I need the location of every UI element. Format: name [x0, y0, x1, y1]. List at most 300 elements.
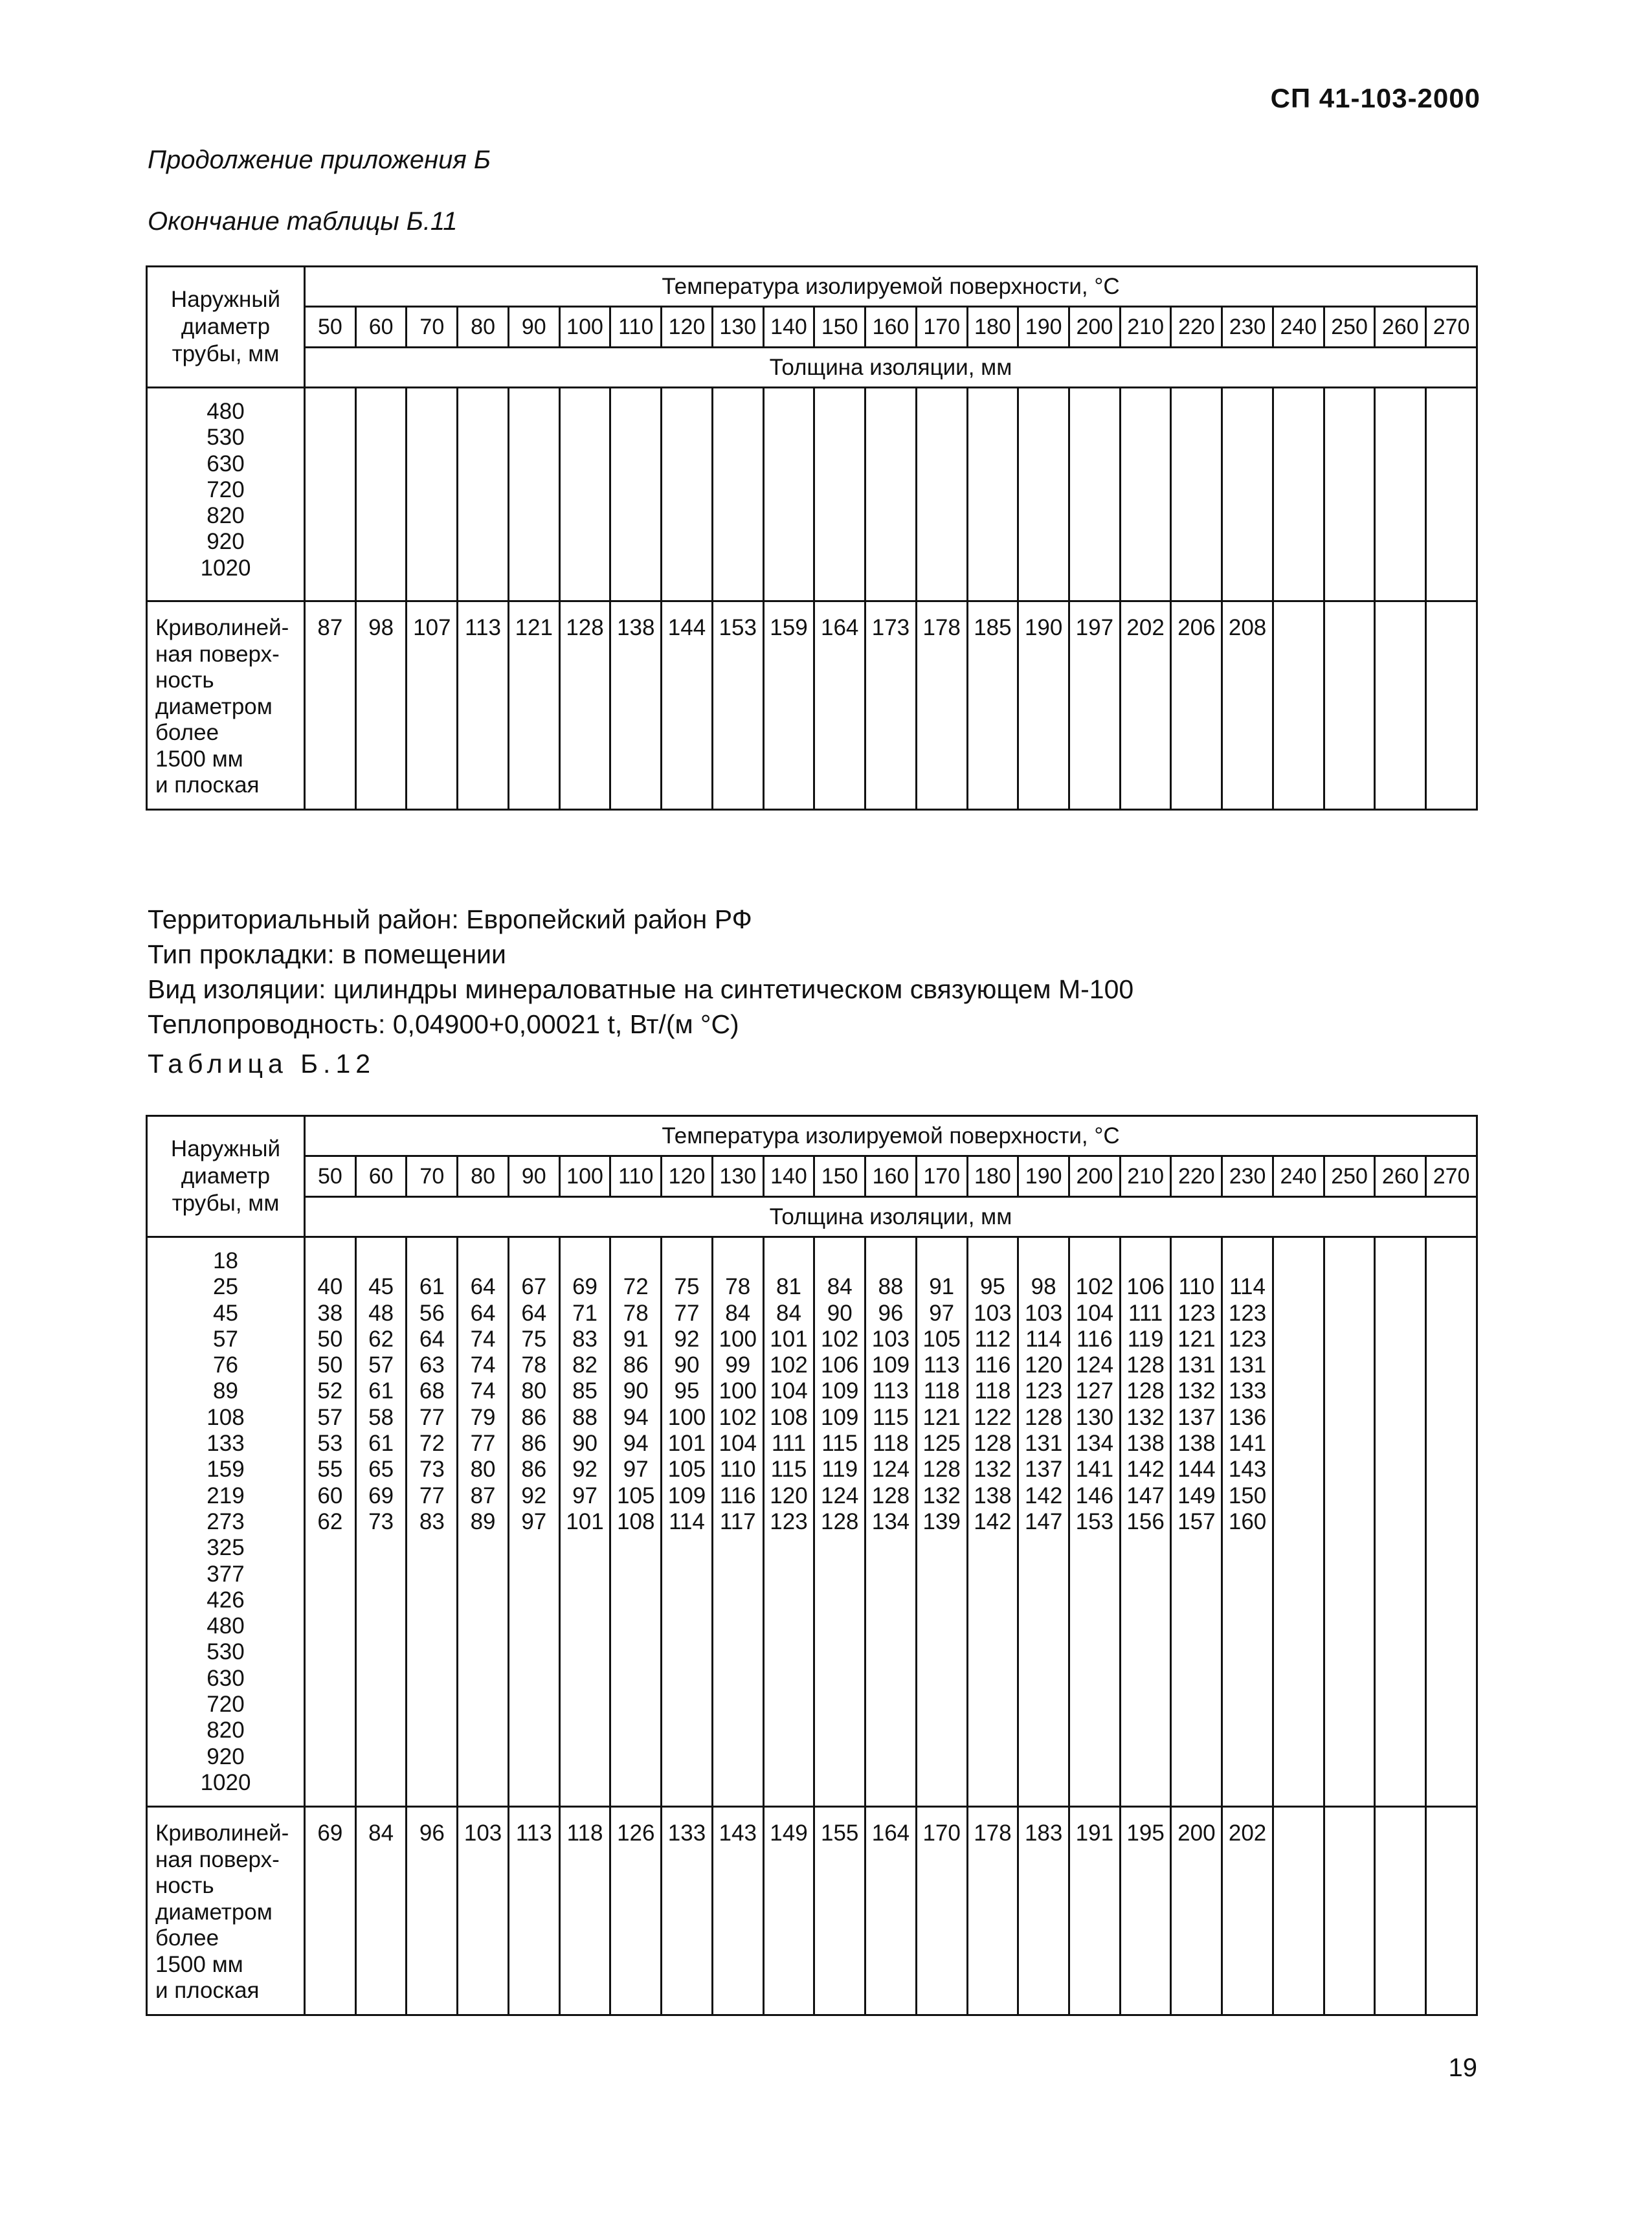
diameter-value: 25: [213, 1274, 238, 1300]
curved-thickness-value: [1324, 1807, 1375, 2015]
thickness-value: 77: [419, 1483, 445, 1508]
thickness-value: 128: [1024, 1404, 1063, 1430]
thickness-value: 99: [725, 1352, 751, 1378]
temperature-cell: 180: [967, 307, 1018, 348]
diameter-value: 820: [206, 503, 245, 529]
thickness-value: 116: [1076, 1326, 1113, 1352]
thickness-value: 61: [419, 1274, 445, 1300]
curved-label-line: более: [155, 1925, 219, 1951]
thickness-value: 116: [974, 1352, 1011, 1378]
thickness-value: 83: [419, 1508, 445, 1534]
thickness-value: 103: [1024, 1300, 1063, 1326]
diameter-value: 159: [206, 1457, 245, 1483]
curved-thickness-value: 143: [712, 1807, 763, 2015]
thickness-column: [1222, 388, 1273, 601]
diameter-value: 108: [206, 1404, 245, 1430]
thickness-value: 98: [1031, 1274, 1056, 1300]
thickness-value: [765, 1248, 814, 1274]
row-header-diameter: [147, 1116, 305, 1237]
temperature-cell: 80: [458, 307, 509, 348]
thickness-value: 123: [1228, 1326, 1267, 1352]
thickness-value: 97: [623, 1457, 649, 1483]
curved-thickness-value: 113: [458, 601, 509, 810]
thickness-value: 131: [1228, 1352, 1267, 1378]
curved-thickness-value: 113: [508, 1807, 559, 2015]
curved-thickness-value: [1426, 1807, 1477, 2015]
conductivity-line: Теплопроводность: 0,04900+0,00021 t, Вт/(м °С): [148, 1009, 739, 1039]
thickness-column: [712, 1237, 763, 1807]
thickness-value: 116: [719, 1483, 756, 1508]
thickness-value: 110: [719, 1457, 756, 1483]
thickness-column: [1120, 1237, 1171, 1807]
thickness-value: 103: [871, 1326, 910, 1352]
temperature-cell: 200: [1069, 1156, 1121, 1197]
thickness-value: 109: [821, 1378, 859, 1404]
thickness-value: 115: [873, 1404, 909, 1430]
laying-type-line: Тип прокладки: в помещении: [148, 939, 506, 969]
thickness-value: 74: [470, 1378, 496, 1404]
thickness-value: 134: [871, 1508, 910, 1534]
temperature-cell: 230: [1222, 1156, 1273, 1197]
temperature-cell: 140: [763, 1156, 814, 1197]
thickness-value: 146: [1075, 1483, 1114, 1508]
diameter-value: 720: [206, 476, 245, 502]
thickness-column: [1375, 1237, 1426, 1807]
curved-thickness-value: 84: [355, 1807, 407, 2015]
thickness-value: 147: [1024, 1508, 1063, 1534]
thickness-value: 115: [770, 1457, 807, 1483]
insulation-type-line: Вид изоляции: цилиндры минераловатные на синтетическом связующем М-100: [148, 974, 1134, 1004]
thickness-value: 50: [317, 1352, 343, 1378]
curved-thickness-value: 208: [1222, 601, 1273, 810]
curved-thickness-value: [1324, 601, 1375, 810]
curved-label-line: Криволиней-: [155, 615, 289, 640]
thickness-value: 80: [521, 1378, 547, 1404]
thickness-value: 96: [878, 1300, 904, 1326]
thickness-column: [814, 1237, 865, 1807]
thickness-value: 84: [725, 1300, 751, 1326]
thickness-value: 117: [719, 1508, 756, 1534]
appendix-continuation-label: Продолжение приложения Б: [148, 146, 491, 174]
thickness-value: 121: [1178, 1326, 1216, 1352]
thickness-value: 111: [1128, 1300, 1163, 1326]
thickness-value: 58: [368, 1404, 394, 1430]
thickness-value: 112: [974, 1326, 1011, 1352]
curved-thickness-value: 183: [1018, 1807, 1069, 2015]
thickness-value: 123: [1178, 1300, 1216, 1326]
thickness-column: [458, 1237, 509, 1807]
thickness-value: 128: [922, 1457, 961, 1483]
curved-surface-row: [147, 601, 1477, 810]
thickness-value: 139: [922, 1508, 961, 1534]
curved-thickness-value: 128: [559, 601, 610, 810]
curved-thickness-value: 103: [458, 1807, 509, 2015]
curved-thickness-value: 153: [712, 601, 763, 810]
thickness-column: [458, 388, 509, 601]
thickness-value: 77: [674, 1300, 700, 1326]
thickness-value: 104: [719, 1431, 757, 1457]
thickness-value: 104: [770, 1378, 808, 1404]
curved-thickness-value: 197: [1069, 601, 1121, 810]
thickness-value: 40: [317, 1274, 343, 1300]
curved-label-line: 1500 мм: [155, 746, 243, 772]
diameter-value: 480: [206, 1613, 245, 1639]
row-header-text: Наружный диаметр трубы, мм: [170, 287, 281, 366]
thickness-value: 106: [821, 1352, 859, 1378]
thickness-value: 63: [419, 1352, 445, 1378]
temperature-row: [147, 1156, 1477, 1197]
temperature-cell: 220: [1171, 1156, 1222, 1197]
thickness-value: 77: [470, 1431, 496, 1457]
thickness-value: 64: [521, 1300, 547, 1326]
temperature-cell: 60: [355, 307, 407, 348]
temperature-cell: 80: [458, 1156, 509, 1197]
thickness-value: 138: [1126, 1431, 1165, 1457]
curved-thickness-value: 202: [1120, 601, 1171, 810]
diameter-value: 920: [206, 1743, 245, 1769]
temperature-cell: 120: [662, 1156, 713, 1197]
thickness-value: 108: [770, 1404, 808, 1430]
thickness-value: [815, 1248, 864, 1274]
thickness-value: 55: [317, 1457, 343, 1483]
diameter-value: 480: [206, 399, 245, 424]
thickness-value: 142: [1126, 1457, 1165, 1483]
temperature-cell: 190: [1018, 1156, 1069, 1197]
thickness-column: [1069, 388, 1121, 601]
curved-thickness-value: 121: [508, 601, 559, 810]
thickness-value: 119: [821, 1457, 858, 1483]
page-number: 19: [1448, 2054, 1477, 2082]
thickness-value: 75: [674, 1274, 700, 1300]
table-b11-continuation-label: Окончание таблицы Б.11: [148, 207, 458, 236]
diameter-value: 1020: [200, 1769, 251, 1795]
thickness-value: 100: [719, 1378, 757, 1404]
thickness-column: [355, 1237, 407, 1807]
thickness-value: 102: [719, 1404, 757, 1430]
thickness-column: [508, 1237, 559, 1807]
thickness-value: 53: [317, 1431, 343, 1457]
thickness-value: [662, 1248, 711, 1274]
thickness-value: [1121, 1248, 1170, 1274]
thickness-value: 119: [1127, 1326, 1164, 1352]
curved-thickness-value: 144: [662, 601, 713, 810]
thickness-column: [967, 388, 1018, 601]
thickness-value: 160: [1228, 1508, 1267, 1534]
thickness-value: 124: [821, 1483, 859, 1508]
thickness-value: 111: [771, 1431, 807, 1457]
thickness-value: 113: [873, 1378, 909, 1404]
thickness-column: [865, 388, 917, 601]
thickness-value: 138: [1178, 1431, 1216, 1457]
thickness-value: 74: [470, 1352, 496, 1378]
thickness-value: 137: [1178, 1404, 1216, 1430]
curved-thickness-value: 200: [1171, 1807, 1222, 2015]
thickness-value: 123: [1024, 1378, 1063, 1404]
thickness-value: 69: [368, 1483, 394, 1508]
thickness-value: 109: [871, 1352, 910, 1378]
thickness-column: [1375, 388, 1426, 601]
thickness-value: 101: [667, 1431, 706, 1457]
thickness-value: 94: [623, 1404, 649, 1430]
thickness-column: [662, 388, 713, 601]
thickness-column: [407, 388, 458, 601]
curved-thickness-value: 170: [916, 1807, 967, 2015]
temperature-cell: 130: [712, 307, 763, 348]
thickness-value: 64: [470, 1300, 496, 1326]
thickness-value: 84: [776, 1300, 801, 1326]
thickness-value: 52: [317, 1378, 343, 1404]
thickness-column: [1324, 1237, 1375, 1807]
thickness-value: 114: [1229, 1274, 1266, 1300]
thickness-value: 133: [1228, 1378, 1267, 1404]
thickness-value: 130: [1075, 1404, 1114, 1430]
thickness-value: 91: [929, 1274, 955, 1300]
thickness-value: 105: [617, 1483, 655, 1508]
curved-thickness-value: 191: [1069, 1807, 1121, 2015]
temperature-cell: 240: [1273, 307, 1324, 348]
temperature-cell: 270: [1426, 307, 1477, 348]
temperature-cell: 270: [1426, 1156, 1477, 1197]
temperature-cell: 260: [1375, 1156, 1426, 1197]
temperature-cell: 170: [916, 307, 967, 348]
thickness-column: [1171, 1237, 1222, 1807]
diameter-value: 18: [213, 1248, 238, 1273]
thickness-column: [1018, 1237, 1069, 1807]
temperature-cell: 110: [610, 1156, 662, 1197]
thickness-value: 69: [572, 1274, 597, 1300]
thickness-value: 82: [572, 1352, 597, 1378]
table-b12: [146, 1115, 1478, 2016]
thickness-value: 85: [572, 1378, 597, 1404]
thickness-value: 128: [871, 1483, 910, 1508]
temperature-cell: 50: [305, 307, 356, 348]
thickness-value: 141: [1075, 1457, 1114, 1483]
thickness-column: [559, 388, 610, 601]
document-code: СП 41-103-2000: [1270, 83, 1480, 113]
thickness-value: 50: [317, 1326, 343, 1352]
temperature-cell: 180: [967, 1156, 1018, 1197]
thickness-value: 142: [974, 1508, 1012, 1534]
curved-thickness-value: 178: [916, 601, 967, 810]
diameter-value: 630: [206, 1665, 245, 1691]
thickness-column: [1222, 1237, 1273, 1807]
diameter-value: 630: [206, 451, 245, 476]
thickness-value: 61: [368, 1378, 394, 1404]
thickness-value: [407, 1248, 456, 1274]
temperature-cell: 70: [407, 1156, 458, 1197]
thickness-value: 138: [974, 1483, 1012, 1508]
thickness-column: [1273, 1237, 1324, 1807]
thickness-value: 90: [674, 1352, 700, 1378]
thickness-value: 132: [974, 1457, 1012, 1483]
thickness-value: 108: [617, 1508, 655, 1534]
curved-thickness-value: 149: [763, 1807, 814, 2015]
thickness-value: 62: [368, 1326, 394, 1352]
thickness-value: 68: [419, 1378, 445, 1404]
curved-thickness-value: 69: [305, 1807, 356, 2015]
thickness-value: 78: [521, 1352, 547, 1378]
thickness-value: 132: [1178, 1378, 1216, 1404]
curved-thickness-value: 118: [559, 1807, 610, 2015]
thickness-value: 83: [572, 1326, 597, 1352]
curved-label-line: 1500 мм: [155, 1951, 243, 1977]
diameter-value: 219: [206, 1483, 245, 1508]
thickness-value: 122: [974, 1404, 1012, 1430]
thickness-value: 128: [821, 1508, 859, 1534]
region-line: Территориальный район: Европейский район РФ: [148, 904, 752, 934]
thickness-value: 92: [674, 1326, 700, 1352]
thickness-value: 88: [878, 1274, 904, 1300]
temperature-cell: 210: [1120, 307, 1171, 348]
thickness-value: [561, 1248, 610, 1274]
thickness-value: 72: [623, 1274, 649, 1300]
thickness-value: 86: [521, 1431, 547, 1457]
thickness-value: 80: [470, 1457, 496, 1483]
thickness-value: 95: [674, 1378, 700, 1404]
temperature-cell: 120: [662, 307, 713, 348]
curved-label-line: ность: [155, 1873, 214, 1898]
thickness-value: 131: [1178, 1352, 1216, 1378]
table-b12-caption: Таблица Б.12: [148, 1049, 376, 1079]
thickness-value: 143: [1228, 1457, 1267, 1483]
thickness-column: [865, 1237, 917, 1807]
thickness-value: [611, 1248, 660, 1274]
thickness-value: [866, 1248, 915, 1274]
curved-label-line: более: [155, 720, 219, 745]
diameter-row: [147, 388, 1477, 601]
diameter-value: 89: [213, 1378, 238, 1404]
thickness-value: 45: [368, 1274, 394, 1300]
thickness-value: 134: [1075, 1431, 1114, 1457]
thickness-value: 105: [922, 1326, 961, 1352]
thickness-value: 123: [770, 1508, 808, 1534]
thickness-value: 120: [1024, 1352, 1063, 1378]
curved-thickness-value: [1426, 601, 1477, 810]
thickness-column: [916, 1237, 967, 1807]
diameter-list: [147, 388, 305, 601]
thickness-value: 61: [368, 1431, 394, 1457]
thickness-value: 102: [821, 1326, 859, 1352]
temperature-row: [147, 307, 1477, 348]
curved-thickness-value: 173: [865, 601, 917, 810]
diameter-value: 530: [206, 425, 245, 451]
diameter-value: 720: [206, 1692, 245, 1718]
thickness-column: [355, 388, 407, 601]
curved-thickness-value: [1273, 1807, 1324, 2015]
thickness-value: [1223, 1248, 1272, 1274]
temperature-cell: 70: [407, 307, 458, 348]
temperature-header: Температура изолируемой поверхности, °С: [305, 1116, 1477, 1156]
thickness-value: 104: [1075, 1300, 1114, 1326]
thickness-column: [967, 1237, 1018, 1807]
diameter-value: 325: [206, 1535, 245, 1561]
curved-thickness-value: 190: [1018, 601, 1069, 810]
temperature-cell: 140: [763, 307, 814, 348]
thickness-value: [509, 1248, 559, 1274]
temperature-cell: 130: [712, 1156, 763, 1197]
curved-thickness-value: 133: [662, 1807, 713, 2015]
thickness-value: 109: [821, 1404, 859, 1430]
curved-thickness-value: 126: [610, 1807, 662, 2015]
diameter-value: 426: [206, 1587, 245, 1613]
thickness-column: [1069, 1237, 1121, 1807]
curved-thickness-value: [1375, 1807, 1426, 2015]
thickness-value: [306, 1248, 355, 1274]
diameter-value: 377: [206, 1561, 245, 1587]
curved-thickness-value: 155: [814, 1807, 865, 2015]
curved-label-line: диаметром: [155, 693, 273, 719]
thickness-value: 78: [623, 1300, 649, 1326]
thickness-column: [559, 1237, 610, 1807]
diameter-value: 530: [206, 1639, 245, 1665]
thickness-header: Толщина изоляции, мм: [305, 348, 1477, 388]
diameter-row: [147, 1237, 1477, 1807]
thickness-value: 90: [572, 1431, 597, 1457]
thickness-value: 103: [974, 1300, 1012, 1326]
thickness-value: 128: [1126, 1378, 1165, 1404]
thickness-value: 121: [922, 1404, 961, 1430]
thickness-value: 75: [521, 1326, 547, 1352]
row-header-text: Наружный диаметр трубы, мм: [170, 1136, 281, 1216]
thickness-value: 91: [623, 1326, 649, 1352]
thickness-value: [917, 1248, 966, 1274]
curved-label-line: и плоская: [155, 772, 260, 798]
thickness-value: 71: [572, 1300, 597, 1326]
thickness-value: 88: [572, 1404, 597, 1430]
thickness-value: 86: [521, 1404, 547, 1430]
curved-surface-label: [147, 601, 305, 810]
curved-thickness-value: 87: [305, 601, 356, 810]
thickness-value: 131: [1024, 1431, 1063, 1457]
curved-thickness-value: 195: [1120, 1807, 1171, 2015]
temperature-cell: 260: [1375, 307, 1426, 348]
thickness-column: [610, 1237, 662, 1807]
temperature-cell: 100: [559, 1156, 610, 1197]
thickness-value: 100: [667, 1404, 706, 1430]
thickness-value: 127: [1075, 1378, 1114, 1404]
thickness-value: 109: [667, 1483, 706, 1508]
thickness-value: 38: [317, 1300, 343, 1326]
thickness-column: [1426, 1237, 1477, 1807]
curved-thickness-value: 164: [814, 601, 865, 810]
thickness-value: 87: [470, 1483, 496, 1508]
thickness-value: 150: [1228, 1483, 1267, 1508]
curved-label-line: диаметром: [155, 1899, 273, 1925]
temperature-cell: 50: [305, 1156, 356, 1197]
thickness-value: 137: [1024, 1457, 1063, 1483]
thickness-column: [916, 388, 967, 601]
thickness-value: [458, 1248, 508, 1274]
thickness-value: 64: [470, 1274, 496, 1300]
thickness-value: 92: [521, 1483, 547, 1508]
diameter-list: [147, 1237, 305, 1807]
temperature-cell: 160: [865, 1156, 917, 1197]
curved-surface-row: [147, 1807, 1477, 2015]
thickness-value: 110: [1178, 1274, 1215, 1300]
table-b12-conditions: [148, 902, 1133, 1042]
thickness-value: 77: [419, 1404, 445, 1430]
curved-thickness-value: [1375, 601, 1426, 810]
temperature-header: Температура изолируемой поверхности, °С: [305, 267, 1477, 307]
temperature-cell: 190: [1018, 307, 1069, 348]
thickness-value: 81: [776, 1274, 801, 1300]
temperature-cell: 200: [1069, 307, 1121, 348]
temperature-cell: 250: [1324, 307, 1375, 348]
thickness-value: [357, 1248, 406, 1274]
thickness-value: 118: [923, 1378, 960, 1404]
thickness-header: Толщина изоляции, мм: [305, 1197, 1477, 1237]
thickness-value: 84: [827, 1274, 853, 1300]
